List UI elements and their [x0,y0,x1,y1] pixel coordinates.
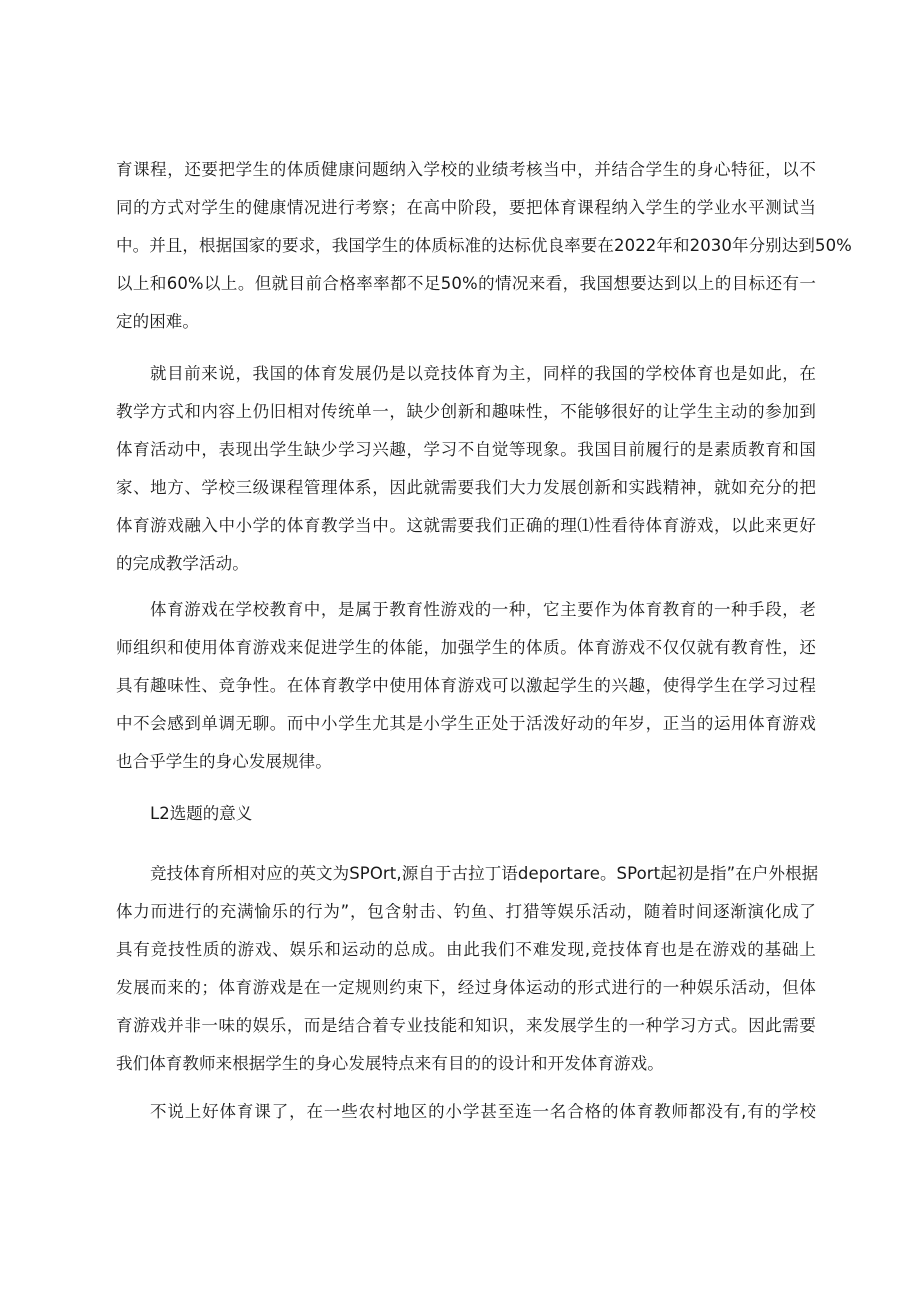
paragraph-line: 师组织和使用体育游戏来促进学生的体能，加强学生的体质。体育游戏不仅仅就有教育性，还 [116,638,816,657]
paragraph-line: 就目前来说，我国的体育发展仍是以竞技体育为主，同样的我国的学校体育也是如此，在 [150,364,816,383]
paragraph-line: 同的方式对学生的健康情况进行考察；在高中阶段，要把体育课程纳入学生的学业水平测试当 [116,198,816,217]
paragraph-line: 具有竞技性质的游戏、娱乐和运动的总成。由此我们不难发现,竞技体育也是在游戏的基础上 [116,940,816,959]
paragraph-line: 体育游戏在学校教育中，是属于教育性游戏的一种，它主要作为体育教育的一种手段，老 [150,600,816,619]
paragraph-line: 的完成教学活动。 [116,554,249,573]
paragraph-line: 不说上好体育课了，在一些农村地区的小学甚至连一名合格的体育教师都没有,有的学校 [150,1102,816,1121]
paragraph-line: 育课程，还要把学生的体质健康问题纳入学校的业绩考核当中，并结合学生的身心特征，以不 [116,160,816,179]
paragraph-line: 教学方式和内容上仍旧相对传统单一，缺少创新和趣味性，不能够很好的让学生主动的参加到 [116,402,816,421]
paragraph-line: 中不会感到单调无聊。而中小学生尤其是小学生正处于活泼好动的年岁，正当的运用体育游戏 [116,714,816,733]
paragraph-line: 具有趣味性、竞争性。在体育教学中使用体育游戏可以激起学生的兴趣，使得学生在学习过程 [116,676,816,695]
paragraph-line: 家、地方、学校三级课程管理体系，因此就需要我们大力发展创新和实践精神，就如充分的把 [116,478,816,497]
paragraph-line: 发展而来的；体育游戏是在一定规则约束下，经过身体运动的形式进行的一种娱乐活动，但体 [116,978,816,997]
section-heading: L2选题的意义 [150,804,253,823]
paragraph-line: 育游戏并非一味的娱乐，而是结合着专业技能和知识，来发展学生的一种学习方式。因此需要 [116,1016,816,1035]
paragraph-line: 以上和60%以上。但就目前合格率率都不足50%的情况来看，我国想要达到以上的目标还有一 [116,274,816,293]
paragraph-line: 体育游戏融入中小学的体育教学当中。这就需要我们正确的理⑴性看待体育游戏，以此来更好 [116,516,816,535]
paragraph-line: 中。并且，根据国家的要求，我国学生的体质标准的达标优良率要在2022年和2030年分别达到50% [116,236,852,255]
paragraph-line: 定的困难。 [116,312,199,331]
paragraph-line: 竞技体育所相对应的英文为SPOrt,源自于古拉丁语deportare。SPort起初是指”在户外根据 [150,864,819,883]
paragraph-line: 也合乎学生的身心发展规律。 [116,752,332,771]
paragraph-line: 我们体育教师来根据学生的身心发展特点来有目的的设计和开发体育游戏。 [116,1054,664,1073]
paragraph-line: 体育活动中，表现出学生缺少学习兴趣，学习不自觉等现象。我国目前履行的是素质教育和国 [116,440,816,459]
paragraph-line: 体力而进行的充满愉乐的行为”，包含射击、钓鱼、打猎等娱乐活动，随着时间逐渐演化成了 [116,902,816,921]
